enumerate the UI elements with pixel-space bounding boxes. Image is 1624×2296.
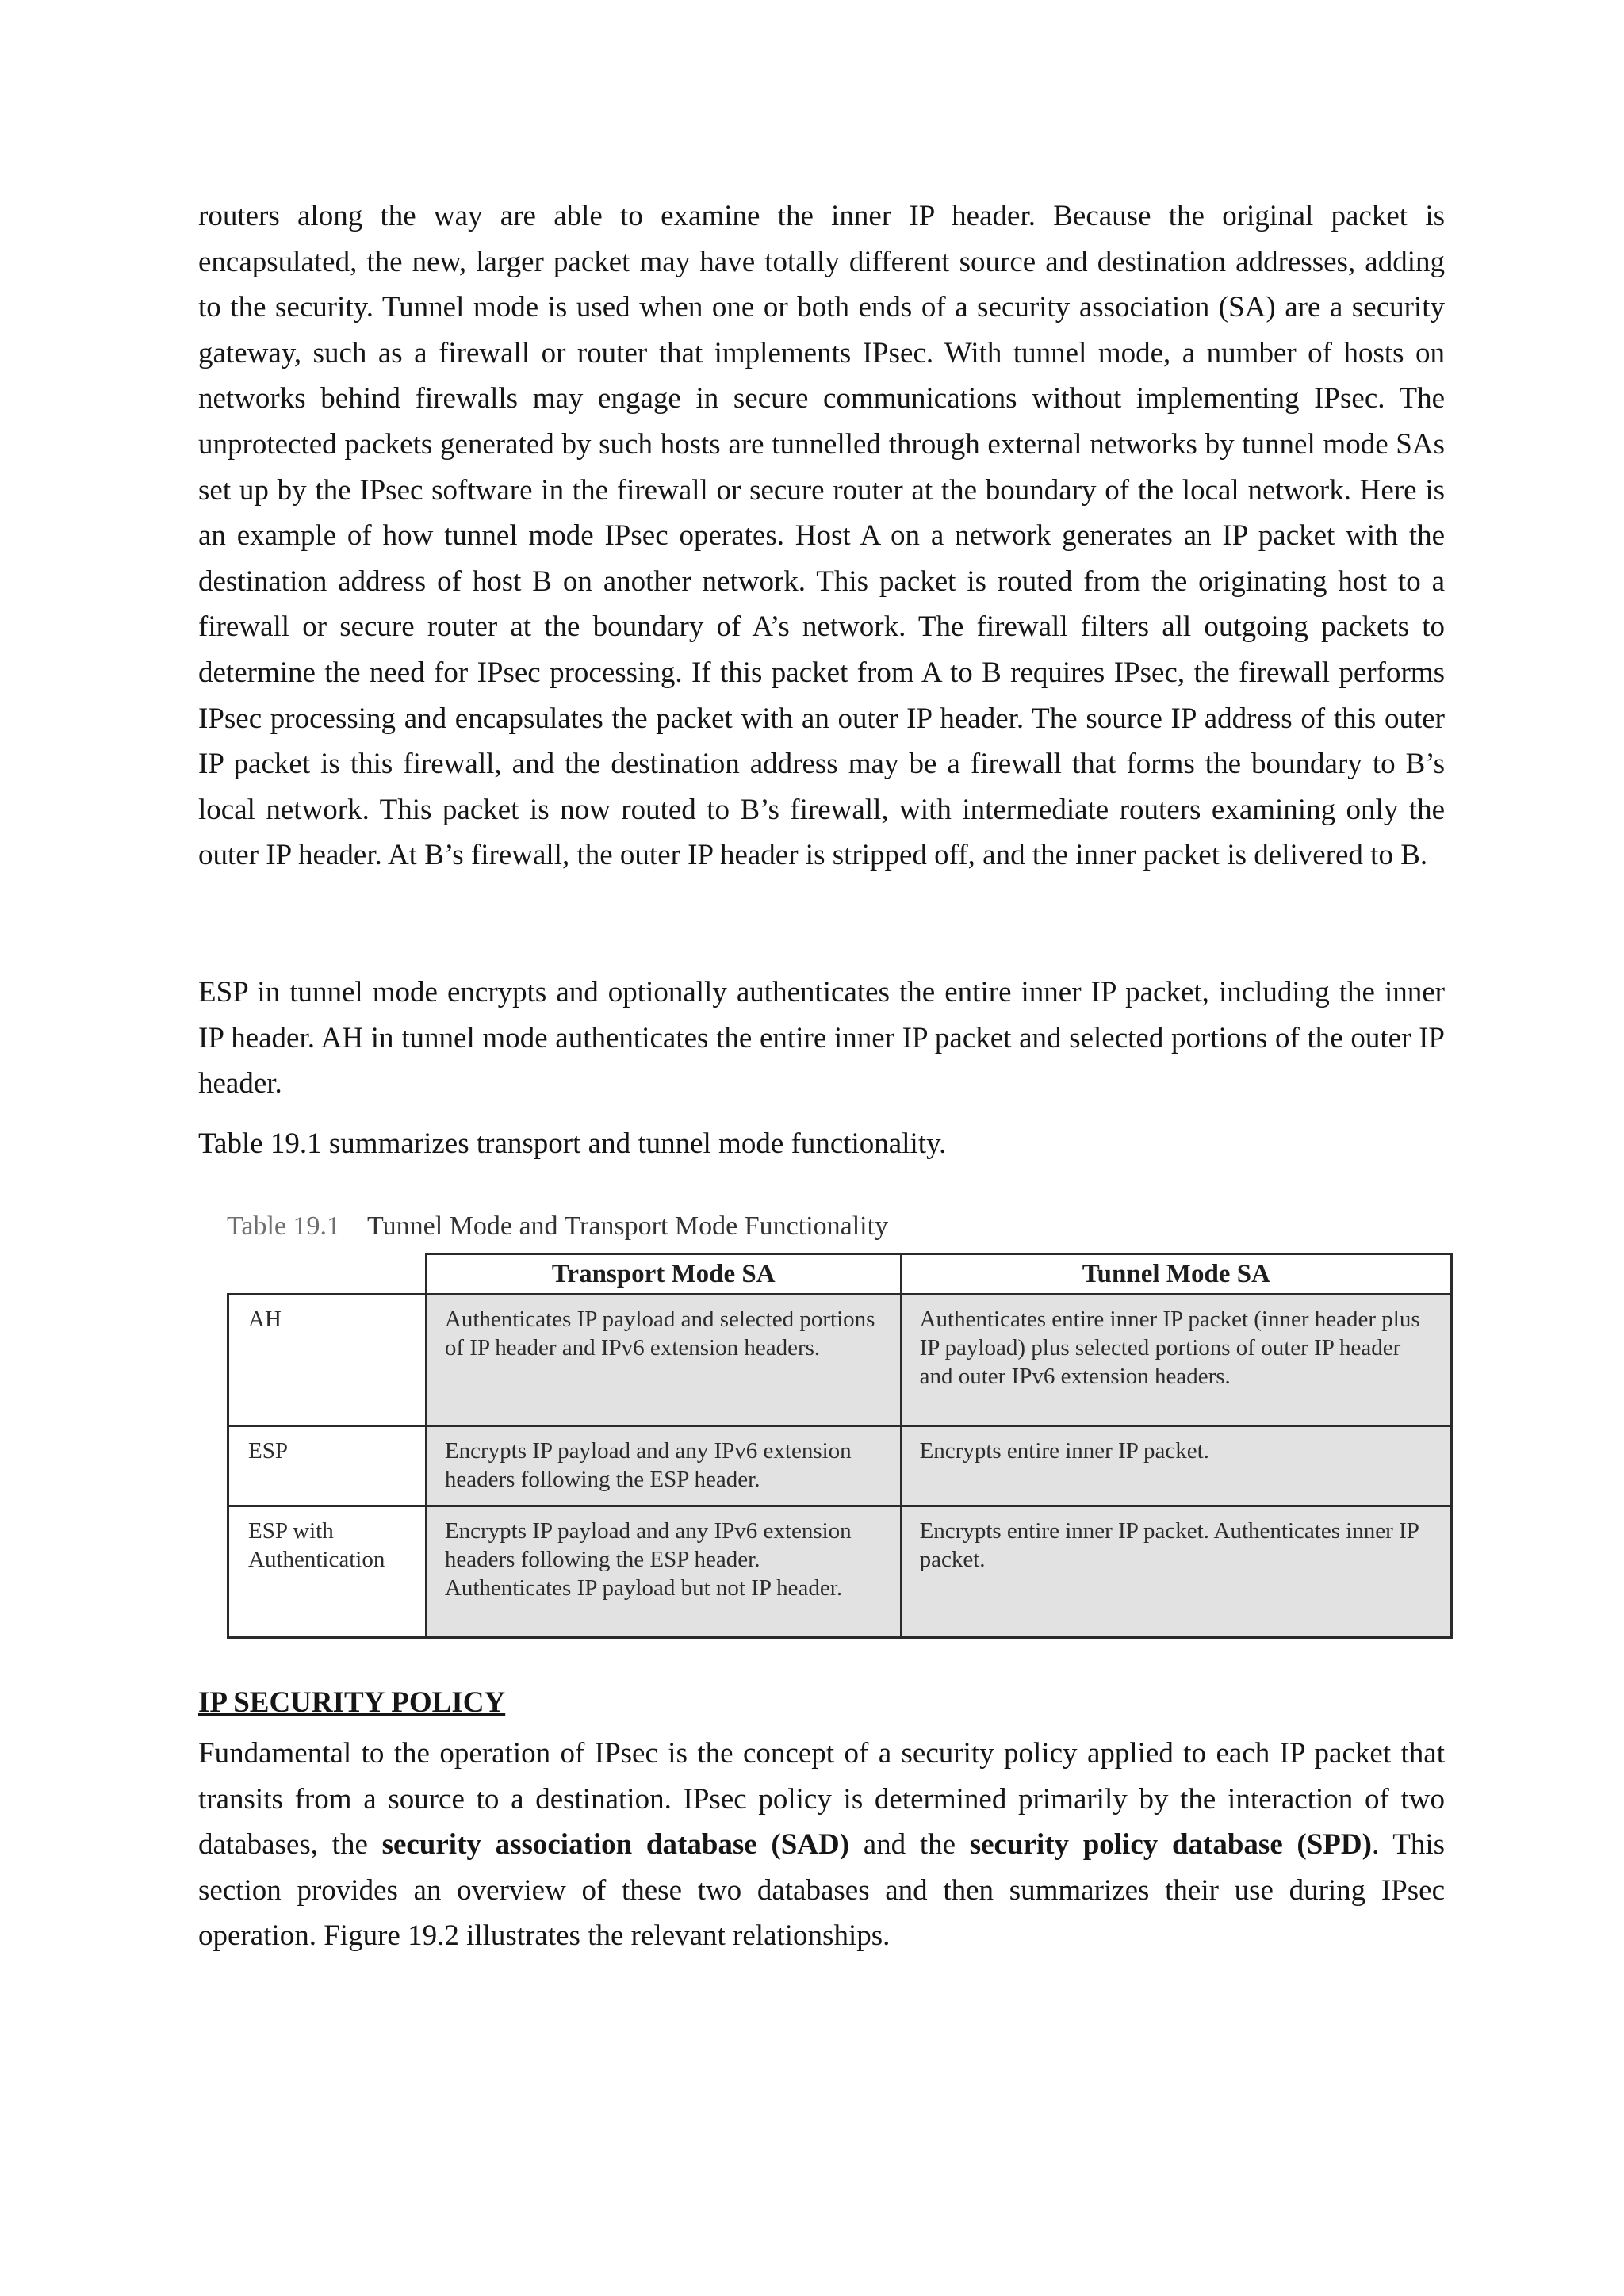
- table-number: Table 19.1: [227, 1211, 341, 1241]
- table-title: Tunnel Mode and Transport Mode Functionality: [367, 1211, 889, 1241]
- table-caption: [227, 1209, 888, 1244]
- row-label: AH: [228, 1295, 427, 1426]
- conjunction-text: and the: [849, 1828, 970, 1862]
- table-header-row: [228, 1254, 1452, 1295]
- esp-ah-tunnel-paragraph: ESP in tunnel mode encrypts and optionally authenticates the entire inner IP packet, including the inner IP header. AH in tunnel mode authenticates the entire inner IP packet and selected portions of the outer IP header.: [198, 976, 1445, 1100]
- transport-cell: Authenticates IP payload and selected portions of IP header and IPv6 extension headers.: [426, 1295, 901, 1426]
- table-corner-cell: [228, 1254, 427, 1295]
- spd-term: security policy database (SPD): [969, 1828, 1372, 1862]
- mode-functionality-table: [227, 1253, 1453, 1639]
- row-label: ESP: [228, 1426, 427, 1506]
- security-policy-paragraph: [198, 1731, 1445, 1959]
- tunnel-mode-paragraph: routers along the way are able to examine the inner IP header. Because the original packet is encapsulated, the new, larger packet may have totally different source and destination addresses, adding to the security. Tunnel mode is used when one or both ends of a security association (SA) are a security gateway, such as a firewall or router that implements IPsec. With tunnel mode, a number of hosts on networks behind firewalls may engage in secure communications without implementing IPsec. The unprotected packets generated by such hosts are tunnelled through external networks by tunnel mode SAs set up by the IPsec software in the firewall or secure router at the boundary of the local network. Here is an example of how tunnel mode IPsec operates. Host A on a network generates an IP packet with the destination address of host B on another network. This packet is routed from the originating host to a firewall or secure router at the boundary of A’s network. The firewall filters all outgoing packets to determine the need for IPsec processing. If this packet from A to B requires IPsec, the firewall performs IPsec processing and encapsulates the packet with an outer IP header. The source IP address of this outer IP packet is this firewall, and the destination address may be a firewall that forms the boundary to B’s local network. This packet is now routed to B’s firewall, with intermediate routers examining only the outer IP header. At B’s firewall, the outer IP header is stripped off, and the inner packet is delivered to B.: [198, 200, 1445, 872]
- row-label: ESP with Authentication: [228, 1506, 427, 1638]
- table-reference-paragraph: Table 19.1 summarizes transport and tunnel mode functionality.: [198, 1127, 947, 1160]
- transport-cell: Encrypts IP payload and any IPv6 extension headers following the ESP header. Authenticates IP payload but not IP header.: [426, 1506, 901, 1638]
- table-row: [228, 1426, 1452, 1506]
- tunnel-cell: Encrypts entire inner IP packet.: [901, 1426, 1451, 1506]
- tunnel-cell: Authenticates entire inner IP packet (inner header plus IP payload) plus selected portions of outer IP header and outer IPv6 extension headers.: [901, 1295, 1451, 1426]
- tunnel-cell: Encrypts entire inner IP packet. Authenticates inner IP packet.: [901, 1506, 1451, 1638]
- section-heading: IP SECURITY POLICY: [198, 1686, 506, 1719]
- transport-cell: Encrypts IP payload and any IPv6 extension headers following the ESP header.: [426, 1426, 901, 1506]
- intro-text: Fundamental to the operation of IPsec is the concept of a security policy applied to each IP packet that transits from a source to a destination. IPsec policy is determined primarily by the interaction of two databases, the: [198, 1737, 1445, 1862]
- table-row: [228, 1506, 1452, 1638]
- closing-text: . This section provides an overview of these two databases and then summarizes their use during IPsec operation. Figure 19.2 illustrates the relevant relationships.: [198, 1828, 1445, 1953]
- tunnel-mode-header: Tunnel Mode SA: [901, 1254, 1451, 1295]
- transport-mode-header: Transport Mode SA: [426, 1254, 901, 1295]
- table-row: [228, 1295, 1452, 1426]
- sad-term: security association database (SAD): [381, 1828, 850, 1862]
